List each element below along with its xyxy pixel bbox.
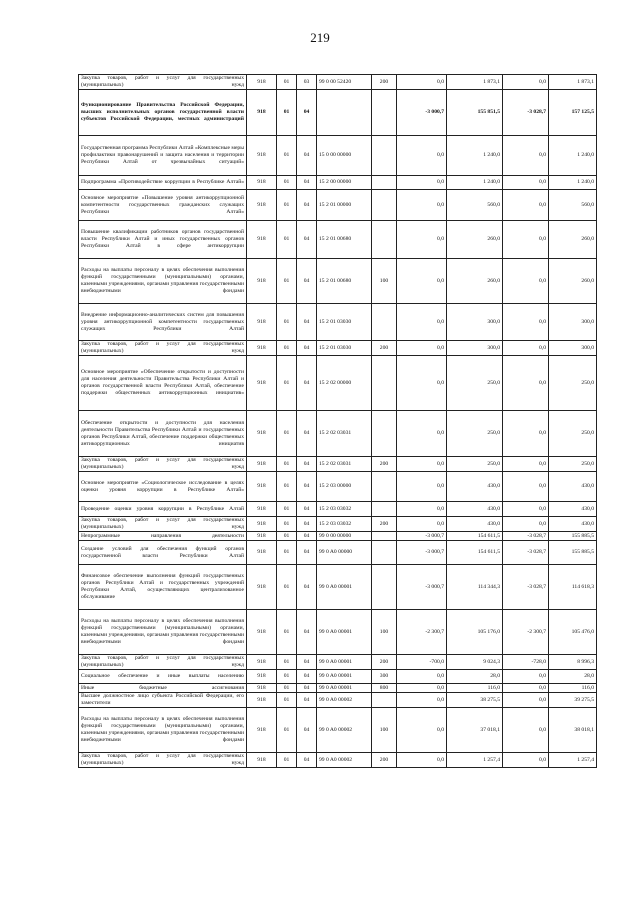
- section-code-cell: 01: [277, 517, 297, 532]
- row-name-cell: Непрограммные направления деятельности: [79, 532, 247, 541]
- row-name-cell: Закупка товаров, работ и услуг для государственных (муниципальных) нужд: [79, 75, 247, 90]
- total-amount-cell: 39 275,5: [549, 693, 597, 708]
- target-article-cell: 15 2 01 00000: [317, 190, 372, 221]
- section-code-cell: 01: [277, 221, 297, 259]
- table-row: [79, 304, 597, 341]
- subsection-code-cell: 04: [297, 136, 317, 176]
- section-code-cell: 01: [277, 176, 297, 190]
- approved-amount-cell: 430,0: [447, 517, 503, 532]
- expense-type-cell: 200: [372, 75, 397, 90]
- change-amount-2-cell: 0,0: [503, 221, 549, 259]
- target-article-cell: 99 0 A0 00001: [317, 670, 372, 684]
- change-amount-2-cell: 0,0: [503, 176, 549, 190]
- subsection-code-cell: 04: [297, 176, 317, 190]
- change-amount-cell: 0,0: [397, 259, 447, 304]
- change-amount-cell: 0,0: [397, 517, 447, 532]
- ministry-code-cell: 918: [247, 90, 277, 136]
- target-article-cell: 15 0 00 00000: [317, 136, 372, 176]
- section-code-cell: 01: [277, 190, 297, 221]
- change-amount-2-cell: 0,0: [503, 304, 549, 341]
- change-amount-cell: 0,0: [397, 356, 447, 411]
- change-amount-cell: 0,0: [397, 472, 447, 502]
- total-amount-cell: 260,0: [549, 259, 597, 304]
- ministry-code-cell: 918: [247, 75, 277, 90]
- expense-type-cell: [372, 502, 397, 517]
- section-code-cell: 01: [277, 684, 297, 693]
- ministry-code-cell: 918: [247, 190, 277, 221]
- ministry-code-cell: 918: [247, 472, 277, 502]
- expense-type-cell: 300: [372, 670, 397, 684]
- change-amount-cell: 0,0: [397, 75, 447, 90]
- expense-type-cell: [372, 221, 397, 259]
- approved-amount-cell: 250,0: [447, 356, 503, 411]
- row-name-cell: Подпрограмма «Противодействие коррупции в Республике Алтай»: [79, 176, 247, 190]
- change-amount-2-cell: -2 300,7: [503, 610, 549, 655]
- change-amount-2-cell: -728,0: [503, 655, 549, 670]
- target-article-cell: 15 2 03 00000: [317, 472, 372, 502]
- subsection-code-cell: 04: [297, 517, 317, 532]
- change-amount-cell: 0,0: [397, 684, 447, 693]
- total-amount-cell: 1 873,1: [549, 75, 597, 90]
- table-row: [79, 341, 597, 356]
- target-article-cell: 99 0 A0 00000: [317, 541, 372, 565]
- change-amount-cell: -2 300,7: [397, 610, 447, 655]
- target-article-cell: 15 2 03 03032: [317, 517, 372, 532]
- target-article-cell: 15 2 01 03030: [317, 341, 372, 356]
- target-article-cell: 99 0 A0 00001: [317, 565, 372, 610]
- table-row: [79, 532, 597, 541]
- ministry-code-cell: 918: [247, 753, 277, 768]
- total-amount-cell: 1 240,0: [549, 176, 597, 190]
- expense-type-cell: 200: [372, 655, 397, 670]
- change-amount-cell: 0,0: [397, 136, 447, 176]
- total-amount-cell: 157 125,5: [549, 90, 597, 136]
- target-article-cell: 15 2 02 03031: [317, 411, 372, 457]
- section-code-cell: 01: [277, 670, 297, 684]
- change-amount-cell: 0,0: [397, 693, 447, 708]
- table-row: [79, 684, 597, 693]
- change-amount-cell: 0,0: [397, 176, 447, 190]
- approved-amount-cell: 1 257,4: [447, 753, 503, 768]
- total-amount-cell: 116,0: [549, 684, 597, 693]
- approved-amount-cell: 37 018,1: [447, 708, 503, 753]
- table-row: [79, 517, 597, 532]
- row-name-cell: Социальное обеспечение и иные выплаты населению: [79, 670, 247, 684]
- target-article-cell: 15 2 01 00680: [317, 259, 372, 304]
- approved-amount-cell: 155 851,5: [447, 90, 503, 136]
- section-code-cell: 01: [277, 259, 297, 304]
- table-row: [79, 753, 597, 768]
- approved-amount-cell: 430,0: [447, 472, 503, 502]
- expense-type-cell: 200: [372, 753, 397, 768]
- subsection-code-cell: 04: [297, 693, 317, 708]
- expense-type-cell: [372, 472, 397, 502]
- row-name-cell: Иные бюджетные ассигнования: [79, 684, 247, 693]
- change-amount-2-cell: -3 028,7: [503, 90, 549, 136]
- table-row: [79, 190, 597, 221]
- section-code-cell: 01: [277, 411, 297, 457]
- approved-amount-cell: 250,0: [447, 411, 503, 457]
- ministry-code-cell: 918: [247, 176, 277, 190]
- section-code-cell: 01: [277, 304, 297, 341]
- change-amount-cell: -3 000,7: [397, 90, 447, 136]
- ministry-code-cell: 918: [247, 670, 277, 684]
- target-article-cell: 15 2 03 03032: [317, 502, 372, 517]
- ministry-code-cell: 918: [247, 517, 277, 532]
- change-amount-2-cell: 0,0: [503, 356, 549, 411]
- ministry-code-cell: 918: [247, 221, 277, 259]
- table-row: [79, 655, 597, 670]
- subsection-code-cell: 04: [297, 259, 317, 304]
- total-amount-cell: 155 885,5: [549, 532, 597, 541]
- change-amount-cell: 0,0: [397, 304, 447, 341]
- total-amount-cell: 155 885,5: [549, 541, 597, 565]
- table-row: [79, 356, 597, 411]
- target-article-cell: 15 2 02 03031: [317, 457, 372, 472]
- change-amount-cell: -700,0: [397, 655, 447, 670]
- ministry-code-cell: 918: [247, 610, 277, 655]
- approved-amount-cell: 28,0: [447, 670, 503, 684]
- row-name-cell: Основное мероприятие «Социологическое исследование в целях оценки уровня коррупции в Республике Алтай»: [79, 472, 247, 502]
- section-code-cell: 01: [277, 565, 297, 610]
- expense-type-cell: [372, 693, 397, 708]
- section-code-cell: 01: [277, 90, 297, 136]
- total-amount-cell: 1 257,4: [549, 753, 597, 768]
- table-row: [79, 670, 597, 684]
- row-name-cell: Расходы на выплаты персоналу в целях обеспечения выполнения функций государственными (муниципальными) органами, казенными учреждениями, органами управления государственными внебюджетными фондами: [79, 259, 247, 304]
- expense-type-cell: 200: [372, 517, 397, 532]
- change-amount-cell: -3 000,7: [397, 532, 447, 541]
- approved-amount-cell: 154 611,5: [447, 532, 503, 541]
- row-name-cell: Государственная программа Республики Алтай «Комплексные меры профилактики правонарушений и защита населения и территории Республики Алтай от чрезвычайных ситуаций»: [79, 136, 247, 176]
- page-number: 219: [310, 30, 330, 45]
- row-name-cell: Закупка товаров, работ и услуг для государственных (муниципальных) нужд: [79, 517, 247, 532]
- row-name-cell: Внедрение информационно-аналитических систем для повышения уровня антикоррупционной компетентности государственных служащих Республики Алтай: [79, 304, 247, 341]
- target-article-cell: 15 2 01 03030: [317, 304, 372, 341]
- approved-amount-cell: 1 873,1: [447, 75, 503, 90]
- total-amount-cell: 105 476,0: [549, 610, 597, 655]
- ministry-code-cell: 918: [247, 304, 277, 341]
- row-name-cell: Расходы на выплаты персоналу в целях обеспечения выполнения функций государственными (муниципальными) органами, казенными учреждениями, органами управления государственными внебюджетными фондами: [79, 610, 247, 655]
- row-name-cell: Проведение оценки уровня коррупции в Республике Алтай: [79, 502, 247, 517]
- change-amount-2-cell: 0,0: [503, 411, 549, 457]
- approved-amount-cell: 560,0: [447, 190, 503, 221]
- approved-amount-cell: 260,0: [447, 221, 503, 259]
- change-amount-cell: -3 000,7: [397, 541, 447, 565]
- total-amount-cell: 560,0: [549, 190, 597, 221]
- subsection-code-cell: 04: [297, 655, 317, 670]
- ministry-code-cell: 918: [247, 136, 277, 176]
- target-article-cell: 99 0 A0 00001: [317, 684, 372, 693]
- change-amount-cell: -3 000,7: [397, 565, 447, 610]
- total-amount-cell: 300,0: [549, 341, 597, 356]
- expense-type-cell: [372, 90, 397, 136]
- target-article-cell: [317, 90, 372, 136]
- table-row: [79, 75, 597, 90]
- section-code-cell: 01: [277, 502, 297, 517]
- section-code-cell: 01: [277, 532, 297, 541]
- target-article-cell: 15 2 00 00000: [317, 176, 372, 190]
- expense-type-cell: [372, 541, 397, 565]
- total-amount-cell: 114 618,3: [549, 565, 597, 610]
- target-article-cell: 99 0 00 00000: [317, 532, 372, 541]
- ministry-code-cell: 918: [247, 532, 277, 541]
- approved-amount-cell: 250,0: [447, 457, 503, 472]
- table-row: [79, 411, 597, 457]
- subsection-code-cell: 04: [297, 411, 317, 457]
- target-article-cell: 99 0 A0 00002: [317, 708, 372, 753]
- row-name-cell: Функционирование Правительства Российской Федерации, высших исполнительных органов государственной власти субъектов Российской Федерации, местных администраций: [79, 90, 247, 136]
- section-code-cell: 01: [277, 356, 297, 411]
- table-row: [79, 502, 597, 517]
- expense-type-cell: [372, 190, 397, 221]
- subsection-code-cell: 04: [297, 684, 317, 693]
- row-name-cell: Закупка товаров, работ и услуг для государственных (муниципальных) нужд: [79, 655, 247, 670]
- subsection-code-cell: 04: [297, 457, 317, 472]
- change-amount-2-cell: 0,0: [503, 190, 549, 221]
- subsection-code-cell: 04: [297, 90, 317, 136]
- target-article-cell: 99 0 A0 00002: [317, 753, 372, 768]
- expense-type-cell: 200: [372, 341, 397, 356]
- expense-type-cell: [372, 356, 397, 411]
- target-article-cell: 99 0 A0 00001: [317, 610, 372, 655]
- table-row: [79, 90, 597, 136]
- approved-amount-cell: 1 240,0: [447, 136, 503, 176]
- expense-type-cell: 100: [372, 259, 397, 304]
- table-row: [79, 259, 597, 304]
- total-amount-cell: 38 018,1: [549, 708, 597, 753]
- change-amount-2-cell: 0,0: [503, 670, 549, 684]
- change-amount-cell: 0,0: [397, 221, 447, 259]
- row-name-cell: Высшее должностное лицо субъекта Российской Федерации, его заместители: [79, 693, 247, 708]
- total-amount-cell: 250,0: [549, 411, 597, 457]
- change-amount-2-cell: 0,0: [503, 472, 549, 502]
- change-amount-2-cell: 0,0: [503, 517, 549, 532]
- subsection-code-cell: 04: [297, 356, 317, 411]
- approved-amount-cell: 300,0: [447, 341, 503, 356]
- section-code-cell: 01: [277, 693, 297, 708]
- subsection-code-cell: 04: [297, 708, 317, 753]
- expense-type-cell: [372, 565, 397, 610]
- subsection-code-cell: 04: [297, 565, 317, 610]
- change-amount-2-cell: 0,0: [503, 693, 549, 708]
- expense-type-cell: 800: [372, 684, 397, 693]
- ministry-code-cell: 918: [247, 708, 277, 753]
- section-code-cell: 01: [277, 457, 297, 472]
- change-amount-2-cell: -3 028,7: [503, 565, 549, 610]
- total-amount-cell: 250,0: [549, 356, 597, 411]
- change-amount-2-cell: 0,0: [503, 684, 549, 693]
- target-article-cell: 15 2 01 00680: [317, 221, 372, 259]
- change-amount-2-cell: 0,0: [503, 136, 549, 176]
- expense-type-cell: [372, 304, 397, 341]
- target-article-cell: 99 0 00 52420: [317, 75, 372, 90]
- ministry-code-cell: 918: [247, 411, 277, 457]
- row-name-cell: Основное мероприятие «Обеспечение открытости и доступности для населения деятельности Правительства Республики Алтай и органов государственной власти Республики Алтай, обеспечение поддержки общественных антикоррупционных инициатив»: [79, 356, 247, 411]
- change-amount-cell: 0,0: [397, 753, 447, 768]
- subsection-code-cell: 04: [297, 221, 317, 259]
- section-code-cell: 01: [277, 655, 297, 670]
- change-amount-2-cell: 0,0: [503, 75, 549, 90]
- section-code-cell: 01: [277, 541, 297, 565]
- subsection-code-cell: 04: [297, 190, 317, 221]
- total-amount-cell: 1 240,0: [549, 136, 597, 176]
- table-row: [79, 472, 597, 502]
- total-amount-cell: 430,0: [549, 472, 597, 502]
- change-amount-cell: 0,0: [397, 341, 447, 356]
- row-name-cell: Финансовое обеспечение выполнения функций государственных органов Республики Алтай и государственных учреждений Республики Алтай, осуществляющих централизованное обслуживание: [79, 565, 247, 610]
- expense-type-cell: [372, 136, 397, 176]
- ministry-code-cell: 918: [247, 565, 277, 610]
- section-code-cell: 01: [277, 341, 297, 356]
- ministry-code-cell: 918: [247, 541, 277, 565]
- approved-amount-cell: 114 344,3: [447, 565, 503, 610]
- row-name-cell: Расходы на выплаты персоналу в целях обеспечения выполнения функций государственными (муниципальными) органами, казенными учреждениями, органами управления государственными внебюджетными фондами: [79, 708, 247, 753]
- subsection-code-cell: 04: [297, 753, 317, 768]
- subsection-code-cell: 04: [297, 610, 317, 655]
- subsection-code-cell: 04: [297, 670, 317, 684]
- approved-amount-cell: 154 611,5: [447, 541, 503, 565]
- row-name-cell: Создание условий для обеспечения функций органов государственной власти Республики Алтай: [79, 541, 247, 565]
- section-code-cell: 01: [277, 136, 297, 176]
- row-name-cell: Основное мероприятие «Повышение уровня антикоррупционной компетентности государственных гражданских служащих Республики Алтай»: [79, 190, 247, 221]
- target-article-cell: 15 2 02 00000: [317, 356, 372, 411]
- total-amount-cell: 430,0: [549, 517, 597, 532]
- subsection-code-cell: 04: [297, 304, 317, 341]
- table-row: [79, 541, 597, 565]
- change-amount-2-cell: 0,0: [503, 708, 549, 753]
- table-row: [79, 221, 597, 259]
- change-amount-cell: 0,0: [397, 502, 447, 517]
- target-article-cell: 99 0 A0 00001: [317, 655, 372, 670]
- total-amount-cell: 8 996,3: [549, 655, 597, 670]
- expense-type-cell: 100: [372, 708, 397, 753]
- change-amount-cell: 0,0: [397, 708, 447, 753]
- subsection-code-cell: 04: [297, 341, 317, 356]
- budget-table: [78, 74, 597, 768]
- row-name-cell: Закупка товаров, работ и услуг для государственных (муниципальных) нужд: [79, 753, 247, 768]
- expense-type-cell: [372, 176, 397, 190]
- expense-type-cell: 200: [372, 457, 397, 472]
- ministry-code-cell: 918: [247, 655, 277, 670]
- ministry-code-cell: 918: [247, 356, 277, 411]
- subsection-code-cell: 03: [297, 75, 317, 90]
- change-amount-2-cell: 0,0: [503, 457, 549, 472]
- approved-amount-cell: 430,0: [447, 502, 503, 517]
- approved-amount-cell: 260,0: [447, 259, 503, 304]
- approved-amount-cell: 1 240,0: [447, 176, 503, 190]
- subsection-code-cell: 04: [297, 532, 317, 541]
- change-amount-cell: 0,0: [397, 190, 447, 221]
- approved-amount-cell: 300,0: [447, 304, 503, 341]
- approved-amount-cell: 116,0: [447, 684, 503, 693]
- subsection-code-cell: 04: [297, 541, 317, 565]
- change-amount-2-cell: 0,0: [503, 259, 549, 304]
- table-row: [79, 565, 597, 610]
- row-name-cell: Обеспечение открытости и доступности для населения деятельности Правительства Республики Алтай и государственных органов Республики Алтай, обеспечение поддержки общественных антикоррупционных инициатив: [79, 411, 247, 457]
- expense-type-cell: 100: [372, 610, 397, 655]
- section-code-cell: 01: [277, 753, 297, 768]
- change-amount-2-cell: -3 028,7: [503, 541, 549, 565]
- subsection-code-cell: 04: [297, 502, 317, 517]
- ministry-code-cell: 918: [247, 341, 277, 356]
- table-row: [79, 610, 597, 655]
- table-row: [79, 176, 597, 190]
- total-amount-cell: 28,0: [549, 670, 597, 684]
- table-row: [79, 457, 597, 472]
- section-code-cell: 01: [277, 472, 297, 502]
- row-name-cell: Закупка товаров, работ и услуг для государственных (муниципальных) нужд: [79, 457, 247, 472]
- change-amount-cell: 0,0: [397, 670, 447, 684]
- change-amount-2-cell: 0,0: [503, 753, 549, 768]
- table-row: [79, 708, 597, 753]
- row-name-cell: Закупка товаров, работ и услуг для государственных (муниципальных) нужд: [79, 341, 247, 356]
- change-amount-cell: 0,0: [397, 411, 447, 457]
- expense-type-cell: [372, 532, 397, 541]
- ministry-code-cell: 918: [247, 502, 277, 517]
- total-amount-cell: 300,0: [549, 304, 597, 341]
- section-code-cell: 01: [277, 610, 297, 655]
- expense-type-cell: [372, 411, 397, 457]
- approved-amount-cell: 9 024,3: [447, 655, 503, 670]
- change-amount-2-cell: 0,0: [503, 502, 549, 517]
- section-code-cell: 01: [277, 75, 297, 90]
- section-code-cell: 01: [277, 708, 297, 753]
- subsection-code-cell: 04: [297, 472, 317, 502]
- ministry-code-cell: 918: [247, 259, 277, 304]
- change-amount-2-cell: 0,0: [503, 341, 549, 356]
- change-amount-2-cell: -3 028,7: [503, 532, 549, 541]
- total-amount-cell: 260,0: [549, 221, 597, 259]
- total-amount-cell: 250,0: [549, 457, 597, 472]
- total-amount-cell: 430,0: [549, 502, 597, 517]
- target-article-cell: 99 0 A0 00002: [317, 693, 372, 708]
- table-row: [79, 693, 597, 708]
- row-name-cell: Повышение квалификации работников органов государственной власти Республики Алтай и иных государственных органов Республики Алтай в сфере антикоррупции: [79, 221, 247, 259]
- approved-amount-cell: 105 176,0: [447, 610, 503, 655]
- change-amount-cell: 0,0: [397, 457, 447, 472]
- table-row: [79, 136, 597, 176]
- ministry-code-cell: 918: [247, 693, 277, 708]
- approved-amount-cell: 38 275,5: [447, 693, 503, 708]
- ministry-code-cell: 918: [247, 684, 277, 693]
- ministry-code-cell: 918: [247, 457, 277, 472]
